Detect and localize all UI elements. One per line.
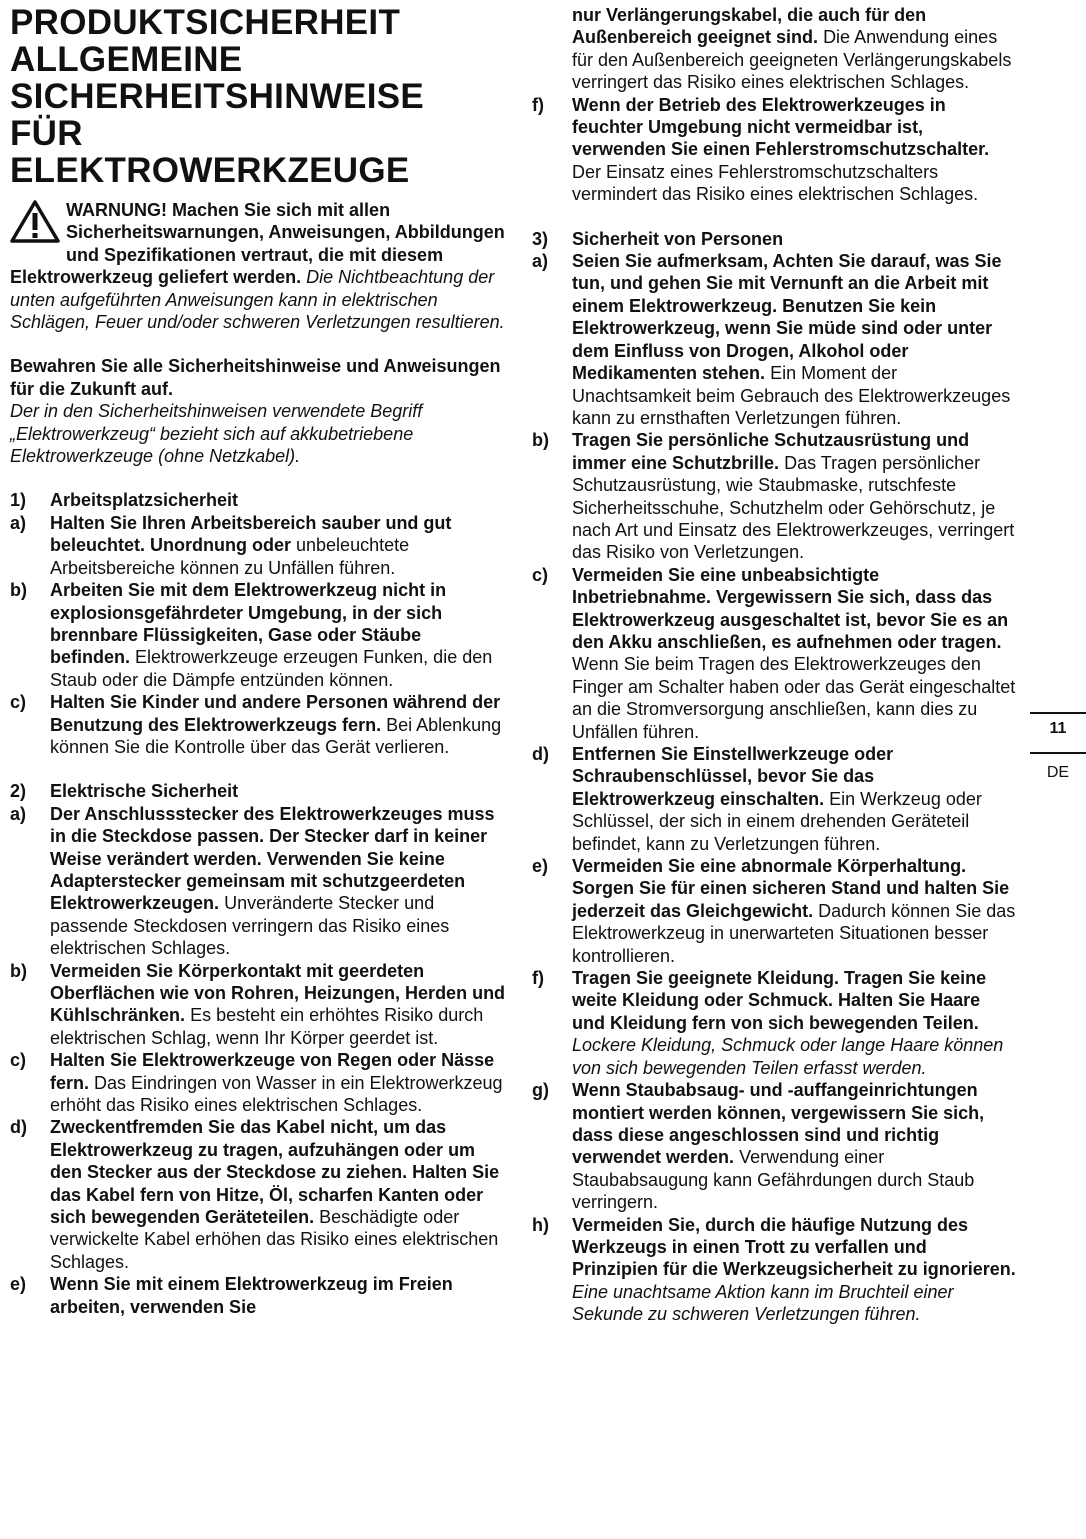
item-bold-text: nur Verlängerungskabel, die auch für den Außenbereich geeignet sind.	[572, 5, 927, 48]
list-item	[532, 429, 1017, 563]
section-heading	[532, 228, 1017, 250]
item-label: b)	[10, 960, 27, 981]
item-bold-text: Vermeiden Sie eine unbeabsichtigte Inbetriebnahme. Vergewissern Sie sich, dass das Elektrowerkzeug ausgeschaltet ist, bevor Sie es an den Akku anschließen, es aufnehmen oder tragen.	[572, 564, 1009, 652]
item-label: h)	[532, 1214, 549, 1235]
title-line: ALLGEMEINE	[10, 40, 243, 79]
item-label: c)	[10, 1050, 27, 1071]
item-bold-text: Tragen Sie persönliche Schutzausrüstung und immer eine Schutzbrille.	[572, 430, 970, 473]
item-bold-text: Tragen Sie geeignete Kleidung. Tragen Sie keine weite Kleidung oder Schmuck. Halten Sie Haare und Kleidung fern von sich bewegenden Teilen.	[572, 968, 987, 1033]
item-bold-text: Halten Sie Elektrowerkzeuge von Regen oder Nässe fern.	[50, 1050, 495, 1093]
item-label: a)	[10, 803, 27, 824]
item-text: Beschädigte oder verwickelte Kabel erhöhen das Risiko eines elektrischen Schlages.	[50, 1207, 499, 1272]
list-item	[10, 1049, 506, 1116]
item-label: e)	[10, 1274, 27, 1295]
keep-instructions-note: Der in den Sicherheitshinweisen verwendete Begriff „Elektrowerkzeug“ bezieht sich auf akkubetriebene Elektrowerkzeuge (ohne Netzkabel).	[10, 401, 423, 467]
item-text: Elektrowerkzeuge erzeugen Funken, die den Staub oder die Dämpfe entzünden können.	[50, 647, 493, 690]
item-text: Ein Werkzeug oder Schlüssel, der sich in einem drehenden Geräteteil befindet, kann zu Verletzungen führen.	[572, 788, 982, 854]
list-item	[10, 1273, 506, 1318]
item-label: b)	[532, 430, 549, 451]
warning-block	[10, 199, 506, 333]
section-number: 2)	[10, 781, 27, 802]
list-item	[532, 1214, 1017, 1326]
keep-instructions	[10, 355, 506, 467]
item-text: Dadurch können Sie das Elektrowerkzeug in unerwarteten Situationen besser kontrollieren.	[572, 900, 1016, 966]
item-bold-text: Vermeiden Sie Körperkontakt mit geerdeten Oberflächen wie von Rohren, Heizungen, Herden und Kühlschränken.	[50, 960, 506, 1026]
item-text: Bei Ablenkung können Sie die Kontrolle über das Gerät verlieren.	[50, 714, 502, 757]
list-item	[532, 1079, 1017, 1213]
section-title: Elektrische Sicherheit	[50, 781, 239, 802]
item-text: Unveränderte Stecker und passende Steckdosen verringern das Risiko eines elektrischen Schlages.	[50, 893, 450, 959]
item-bold-text: Wenn der Betrieb des Elektrowerkzeuges in feuchter Umgebung nicht vermeidbar ist, verwenden Sie einen Fehlerstromschutzschalter.	[572, 94, 990, 160]
title-line: FÜR	[10, 114, 83, 153]
title-line: SICHERHEITSHINWEISE	[10, 77, 425, 116]
section-number: 1)	[10, 490, 27, 511]
item-bold-text: Arbeiten Sie mit dem Elektrowerkzeug nicht in explosionsgefährdeter Umgebung, in der sich brennbare Flüssigkeiten, Gase oder Stäube befinden.	[50, 580, 447, 668]
warning-triangle-icon	[10, 200, 60, 244]
item-bold-text: Halten Sie Kinder und andere Personen während der Benutzung des Elektrowerkzeugs fern.	[50, 692, 501, 735]
warning-text: WARNUNG! Machen Sie sich mit allen Sicherheitswarnungen, Anweisungen, Abbildungen und Spezifikationen vertraut, die mit diesem Elektrowerkzeug geliefert werden.	[10, 200, 505, 288]
section-heading	[10, 780, 506, 802]
item-label: b)	[10, 580, 27, 601]
item-bold-text: Zweckentfremden Sie das Kabel nicht, um das Elektrowerkzeug zu tragen, aufzuhängen oder um den Stecker aus der Steckdose zu ziehen. Halten Sie das Kabel fern von Hitze, Öl, scharfen Kanten oder sich bewegenden Geräteteilen.	[50, 1117, 500, 1228]
language-tab: DE	[1046, 764, 1070, 781]
item-text: Verwendung einer Staubabsaugung kann Gefährdungen durch Staub verringern.	[572, 1147, 975, 1213]
item-label: g)	[532, 1080, 549, 1101]
item-label: e)	[532, 856, 549, 877]
item-bold-text: Der Anschlussstecker des Elektrowerkzeuges muss in die Steckdose passen. Der Stecker darf in keiner Weise verändert werden. Verwenden Sie keine Adapterstecker gemeinsam mit schutzgeerdeten Elektrowerkzeugen.	[50, 803, 495, 914]
item-text: Der Einsatz eines Fehlerstromschutzschalters vermindert das Risiko eines elektrischen Schlages.	[572, 161, 979, 205]
item-text: Ein Moment der Unachtsamkeit beim Gebrauch des Elektrowerkzeuges kann zu ernsthaften Verletzungen führen.	[572, 363, 1011, 428]
title-line: PRODUKTSICHERHEIT	[10, 3, 401, 42]
item-label: d)	[532, 744, 549, 764]
list-item	[10, 803, 506, 960]
item-label: a)	[532, 251, 549, 272]
item-text: Es besteht ein erhöhtes Risiko durch elektrischen Schlag, wenn Ihr Körper geerdet ist.	[50, 1005, 484, 1048]
list-item	[532, 967, 1017, 1079]
item-text: Das Tragen persönlicher Schutzausrüstung, wie Staubmaske, rutschfeste Sicherheitsschuhe, Schutzhelm oder Gehörschutz, je nach Art und Einsatz des Elektrowerkzeuges, verringert das Risiko von Verletzungen.	[572, 452, 1015, 563]
item-label: c)	[532, 564, 549, 585]
left-column	[10, 4, 506, 1318]
page-number-tab: 11	[1030, 712, 1086, 754]
item-text: Die Anwendung eines für den Außenbereich geeigneten Verlängerungskabels verringert das Risiko eines elektrischen Schlages.	[572, 27, 1012, 93]
item-label: f)	[532, 968, 544, 989]
list-item	[532, 94, 1017, 206]
right-column	[532, 4, 1017, 1326]
item-label: f)	[532, 94, 544, 115]
list-item	[532, 855, 1017, 967]
list-item	[10, 579, 506, 691]
item-bold-text: Wenn Staubabsaug- und -auffangeinrichtungen montiert werden können, vergewissern Sie sich, dass diese angeschlossen sind und richtig verwendet werden.	[572, 1080, 985, 1168]
list-item	[532, 564, 1017, 743]
list-item	[532, 250, 1017, 429]
item-bold-text: Vermeiden Sie, durch die häufige Nutzung des Werkzeugs in einen Trott zu verfallen und Prinzipien für die Werkzeugsicherheit zu ignorieren.	[572, 1214, 1016, 1280]
section-heading	[10, 489, 506, 511]
item-bold-text: Entfernen Sie Einstellwerkzeuge oder Schraubenschlüssel, bevor Sie das Elektrowerkzeug einschalten.	[572, 744, 894, 809]
item-italic-text: Eine unachtsame Aktion kann im Bruchteil einer Sekunde zu schweren Verletzungen führen.	[572, 1281, 954, 1325]
section-title: Arbeitsplatzsicherheit	[50, 490, 239, 511]
item-text: unbeleuchtete Arbeitsbereiche können zu Unfällen führen.	[50, 535, 410, 578]
list-item-continued	[532, 4, 1017, 94]
item-label: a)	[10, 512, 27, 533]
page-title	[10, 4, 506, 189]
item-italic-text: Lockere Kleidung, Schmuck oder lange Haare können von sich bewegenden Teilen erfasst werden.	[572, 1035, 1004, 1078]
list-item	[10, 960, 506, 1050]
list-item	[10, 691, 506, 758]
title-line: ELEKTROWERKZEUGE	[10, 151, 410, 190]
keep-instructions-bold: Bewahren Sie alle Sicherheitshinweise und Anweisungen für die Zukunft auf.	[10, 356, 501, 399]
item-bold-text: Halten Sie Ihren Arbeitsbereich sauber und gut beleuchtet. Unordnung oder	[50, 512, 452, 556]
item-bold-text: Seien Sie aufmerksam, Achten Sie darauf, was Sie tun, und gehen Sie mit Vernunft an die Arbeit mit einem Elektrowerkzeug. Benutzen Sie kein Elektrowerkzeug, wenn Sie müde sind oder unter dem Einfluss von Drogen, Alkohol oder Medikamenten stehen.	[572, 251, 1002, 384]
list-item	[10, 512, 506, 579]
item-label: c)	[10, 692, 27, 713]
item-bold-text: Wenn Sie mit einem Elektrowerkzeug im Freien arbeiten, verwenden Sie	[50, 1274, 453, 1317]
section-number: 3)	[532, 228, 549, 249]
item-text: Das Eindringen von Wasser in ein Elektrowerkzeug erhöht das Risiko eines elektrischen Schlages.	[50, 1072, 503, 1116]
item-bold-text: Vermeiden Sie eine abnormale Körperhaltung. Sorgen Sie für einen sicheren Stand und halten Sie jederzeit das Gleichgewicht.	[572, 856, 1010, 921]
list-item	[10, 1116, 506, 1273]
item-text: Wenn Sie beim Tragen des Elektrowerkzeuges den Finger am Schalter haben oder das Gerät eingeschaltet an die Stromversorgung anschließen, kann dies zu Unfällen führen.	[572, 654, 1016, 742]
item-label: d)	[10, 1117, 27, 1138]
section-title: Sicherheit von Personen	[572, 228, 784, 249]
warning-consequence: Die Nichtbeachtung der unten aufgeführten Anweisungen kann in elektrischen Schlägen, Feuer und/oder schweren Verletzungen resultieren.	[10, 267, 505, 333]
list-item	[532, 743, 1017, 855]
